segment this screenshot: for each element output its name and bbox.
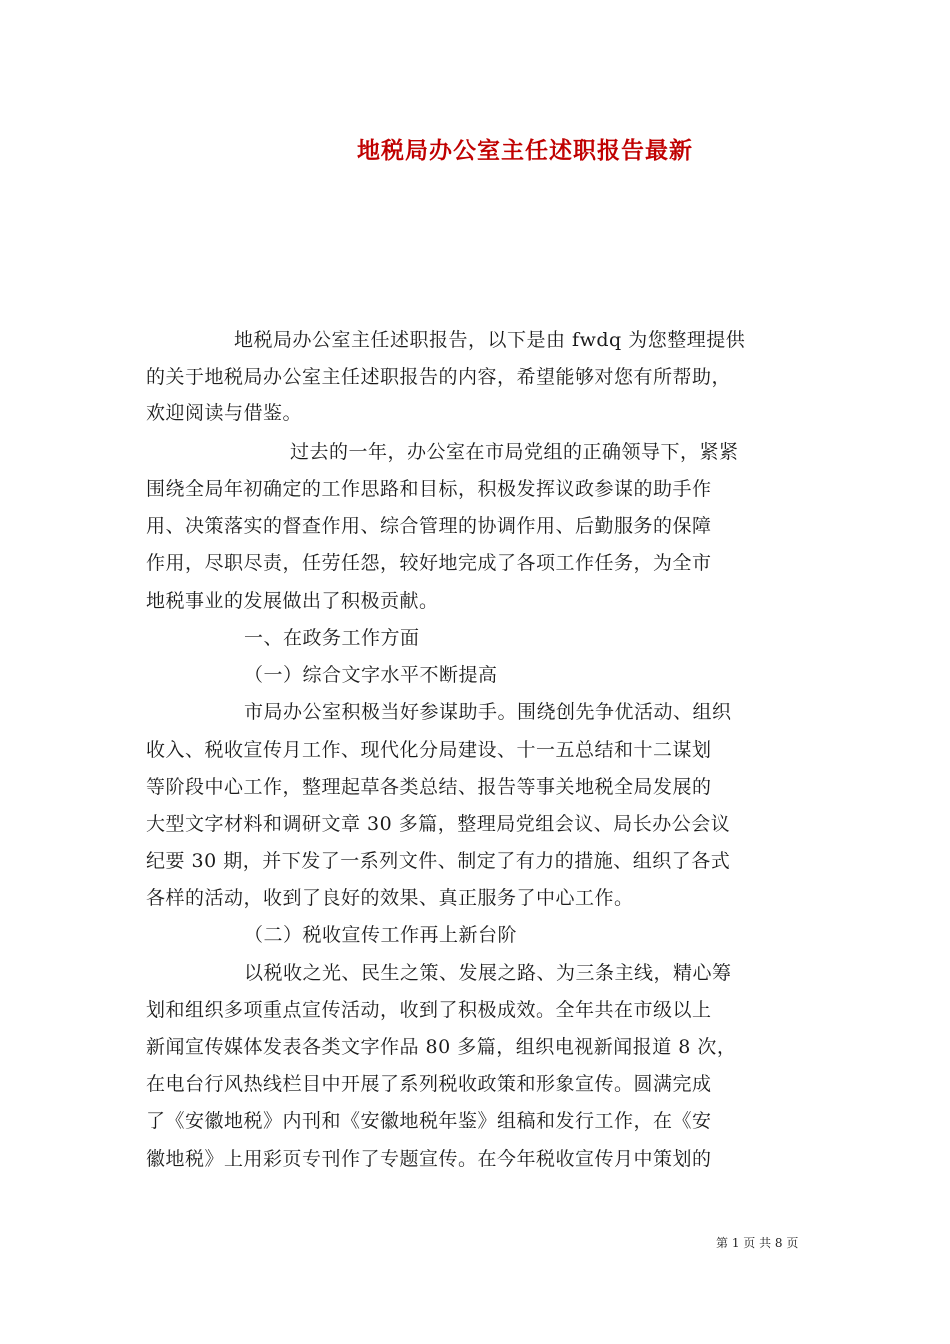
body-line: 各样的活动，收到了良好的效果、真正服务了中心工作。: [146, 887, 634, 909]
body-line: 地税事业的发展做出了积极贡献。: [146, 590, 439, 612]
body-line: 欢迎阅读与借鉴。: [146, 402, 303, 424]
subsection-heading: （二）税收宣传工作再上新台阶: [244, 924, 518, 946]
body-line: 市局办公室积极当好参谋助手。围绕创先争优活动、组织: [244, 701, 732, 723]
body-line: 新闻宣传媒体发表各类文字作品 80 多篇，组织电视新闻报道 8 次，: [146, 1036, 737, 1058]
body-line: 收入、税收宣传月工作、现代化分局建设、十一五总结和十二谋划: [146, 739, 712, 761]
body-line: 划和组织多项重点宣传活动，收到了积极成效。全年共在市级以上: [146, 999, 712, 1021]
body-line: 在电台行风热线栏目中开展了系列税收政策和形象宣传。圆满完成: [146, 1073, 712, 1095]
subsection-heading: （一）综合文字水平不断提高: [244, 664, 498, 686]
body-line: 纪要 30 期，并下发了一系列文件、制定了有力的措施、组织了各式: [146, 850, 731, 872]
body-line: 等阶段中心工作，整理起草各类总结、报告等事关地税全局发展的: [146, 776, 712, 798]
body-line: 用、决策落实的督查作用、综合管理的协调作用、后勤服务的保障: [146, 515, 712, 537]
body-line: 以税收之光、民生之策、发展之路、为三条主线，精心筹: [244, 962, 732, 984]
body-line: 大型文字材料和调研文章 30 多篇，整理局党组会议、局长办公会议: [146, 813, 731, 835]
body-line: 围绕全局年初确定的工作思路和目标，积极发挥议政参谋的助手作: [146, 478, 712, 500]
body-line: 作用，尽职尽责，任劳任怨，较好地完成了各项工作任务，为全市: [146, 552, 712, 574]
page-footer: 第 1 页 共 8 页: [716, 1236, 799, 1250]
body-line: 徽地税》上用彩页专刊作了专题宣传。在今年税收宣传月中策划的: [146, 1148, 712, 1170]
document-title: 地税局办公室主任述职报告最新: [357, 137, 693, 164]
section-heading: 一、在政务工作方面: [244, 627, 420, 649]
body-line: 了《安徽地税》内刊和《安徽地税年鉴》组稿和发行工作，在《安: [146, 1110, 712, 1132]
body-line: 过去的一年，办公室在市局党组的正确领导下，紧紧: [290, 441, 739, 463]
body-line: 的关于地税局办公室主任述职报告的内容，希望能够对您有所帮助，: [146, 366, 732, 388]
body-line: 地税局办公室主任述职报告，以下是由 fwdq 为您整理提供: [234, 329, 746, 351]
